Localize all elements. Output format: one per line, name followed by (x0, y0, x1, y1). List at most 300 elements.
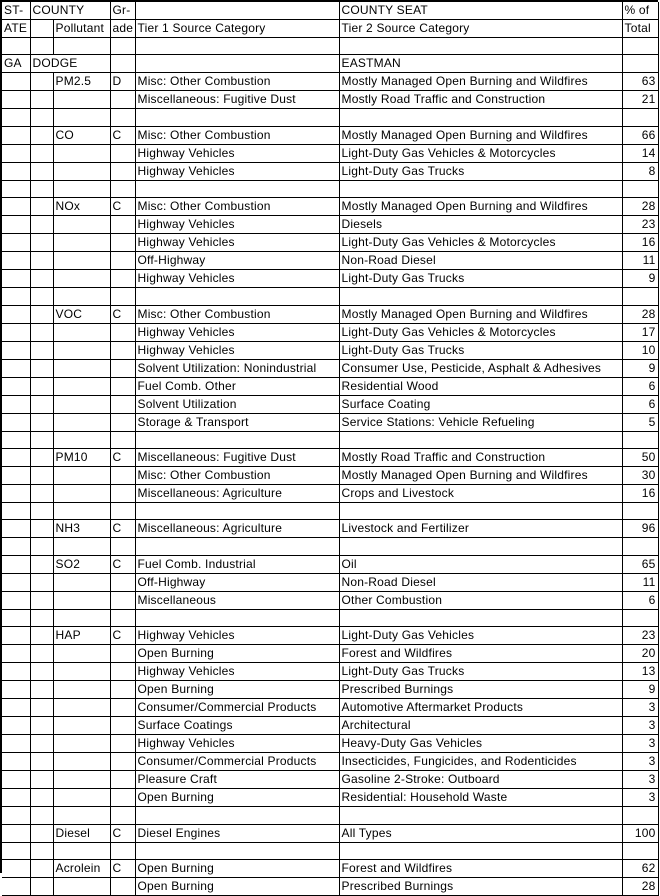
tier2-cell: Light-Duty Gas Vehicles & Motorcycles (339, 144, 622, 162)
empty-cell (30, 252, 53, 270)
grade-cell: C (110, 859, 135, 877)
empty-cell (110, 38, 135, 55)
empty-cell (53, 395, 110, 413)
tier2-cell: Prescribed Burnings (339, 877, 622, 895)
empty-cell (110, 538, 135, 555)
empty-cell (2, 735, 30, 753)
empty-cell (53, 663, 110, 681)
pct-cell: 28 (622, 877, 658, 895)
empty-cell (30, 359, 53, 377)
header-state-bottom: ATE (2, 20, 30, 38)
table-row (2, 466, 658, 484)
tier2-cell: Surface Coating (339, 395, 622, 413)
county-seat-cell: EASTMAN (339, 55, 622, 73)
grade-cell: D (110, 73, 135, 91)
tier1-cell: Miscellaneous: Fugitive Dust (135, 448, 339, 466)
empty-cell (53, 573, 110, 591)
pct-cell: 13 (622, 663, 658, 681)
empty-cell (2, 288, 30, 305)
pct-cell: 16 (622, 234, 658, 252)
empty-cell (30, 109, 53, 126)
tier2-cell: Mostly Road Traffic and Construction (339, 448, 622, 466)
empty-cell (53, 377, 110, 395)
tier2-cell: Mostly Managed Open Burning and Wildfires (339, 466, 622, 484)
tier1-cell: Highway Vehicles (135, 663, 339, 681)
table-row (2, 270, 658, 288)
empty-cell (2, 413, 30, 431)
empty-cell (30, 377, 53, 395)
empty-cell (135, 288, 339, 305)
table-row (2, 699, 658, 717)
empty-cell (30, 789, 53, 807)
empty-cell (110, 341, 135, 359)
empty-cell (2, 91, 30, 109)
grade-cell: C (110, 824, 135, 842)
tier1-cell: Misc: Other Combustion (135, 305, 339, 323)
empty-cell (110, 413, 135, 431)
tier1-cell: Solvent Utilization: Nonindustrial (135, 359, 339, 377)
empty-cell (622, 842, 658, 859)
empty-cell (110, 484, 135, 502)
empty-cell (53, 91, 110, 109)
empty-cell (53, 288, 110, 305)
empty-cell (2, 627, 30, 645)
empty-cell (30, 413, 53, 431)
tier1-cell: Highway Vehicles (135, 323, 339, 341)
empty-cell (110, 807, 135, 824)
empty-cell (339, 431, 622, 448)
empty-cell (135, 502, 339, 519)
empty-cell (30, 162, 53, 180)
spacer-row (2, 842, 658, 859)
empty-cell (110, 877, 135, 895)
empty-cell (2, 609, 30, 626)
empty-cell (110, 180, 135, 197)
header-row-2 (2, 20, 658, 38)
tier2-cell: Light-Duty Gas Vehicles & Motorcycles (339, 323, 622, 341)
spacer-row (2, 431, 658, 448)
tier1-cell: Consumer/Commercial Products (135, 699, 339, 717)
empty-cell (2, 807, 30, 824)
pct-cell: 23 (622, 627, 658, 645)
tier2-cell: Crops and Livestock (339, 484, 622, 502)
pct-cell: 30 (622, 466, 658, 484)
pct-cell: 20 (622, 645, 658, 663)
empty-cell (110, 735, 135, 753)
table-row (2, 771, 658, 789)
empty-cell (53, 771, 110, 789)
pollutant-cell: VOC (53, 305, 110, 323)
tier2-cell: Residential Wood (339, 377, 622, 395)
tier1-cell: Off-Highway (135, 252, 339, 270)
tier1-cell: Consumer/Commercial Products (135, 753, 339, 771)
tier2-cell: Residential: Household Waste (339, 789, 622, 807)
empty-cell (622, 38, 658, 55)
spacer-row (2, 109, 658, 126)
spacer-row (2, 180, 658, 197)
tier2-cell: Insecticides, Fungicides, and Rodenticides (339, 753, 622, 771)
tier2-cell: Livestock and Fertilizer (339, 520, 622, 538)
empty-cell (2, 520, 30, 538)
empty-cell (110, 359, 135, 377)
table-row (2, 252, 658, 270)
pollutant-cell: PM10 (53, 448, 110, 466)
county-cell: DODGE (30, 55, 110, 73)
tier2-cell: Heavy-Duty Gas Vehicles (339, 735, 622, 753)
grade-cell: C (110, 555, 135, 573)
empty-cell (622, 538, 658, 555)
empty-cell (110, 252, 135, 270)
pollutant-cell: PM2.5 (53, 73, 110, 91)
empty-cell (2, 824, 30, 842)
table-row (2, 413, 658, 431)
empty-cell (339, 842, 622, 859)
empty-cell (53, 699, 110, 717)
empty-cell (30, 555, 53, 573)
empty-cell (339, 180, 622, 197)
pct-cell: 6 (622, 591, 658, 609)
table-row (2, 663, 658, 681)
empty-cell (110, 234, 135, 252)
tier1-cell: Miscellaneous (135, 591, 339, 609)
tier1-cell: Off-Highway (135, 573, 339, 591)
empty-cell (30, 717, 53, 735)
empty-cell (2, 395, 30, 413)
tier2-cell: Non-Road Diesel (339, 252, 622, 270)
pct-cell: 66 (622, 126, 658, 144)
empty-cell (2, 753, 30, 771)
empty-cell (30, 431, 53, 448)
empty-cell (110, 681, 135, 699)
empty-cell (53, 466, 110, 484)
tier2-cell: Mostly Managed Open Burning and Wildfires (339, 126, 622, 144)
empty-cell (53, 413, 110, 431)
pollutant-cell: NOx (53, 198, 110, 216)
tier1-cell: Open Burning (135, 645, 339, 663)
empty-cell (622, 431, 658, 448)
grade-cell: C (110, 305, 135, 323)
empty-cell (30, 126, 53, 144)
empty-cell (30, 520, 53, 538)
empty-cell (135, 38, 339, 55)
table-row (2, 573, 658, 591)
pct-cell: 9 (622, 359, 658, 377)
empty-cell (2, 323, 30, 341)
empty-cell (339, 538, 622, 555)
header-tier1: Tier 1 Source Category (135, 20, 339, 38)
table-row (2, 717, 658, 735)
table-row (2, 359, 658, 377)
tier2-cell: Automotive Aftermarket Products (339, 699, 622, 717)
table-row (2, 520, 658, 538)
empty-cell (30, 807, 53, 824)
empty-cell (53, 502, 110, 519)
empty-cell (2, 789, 30, 807)
table-row (2, 216, 658, 234)
empty-cell (339, 609, 622, 626)
empty-cell (110, 395, 135, 413)
pct-cell: 6 (622, 395, 658, 413)
empty-cell (30, 753, 53, 771)
emissions-table (2, 2, 659, 896)
tier2-cell: Consumer Use, Pesticide, Asphalt & Adhesives (339, 359, 622, 377)
empty-cell (2, 555, 30, 573)
empty-cell (339, 38, 622, 55)
table-row (2, 162, 658, 180)
empty-cell (53, 877, 110, 895)
empty-cell (2, 180, 30, 197)
empty-cell (110, 144, 135, 162)
empty-cell (53, 162, 110, 180)
empty-cell (53, 645, 110, 663)
empty-cell (30, 609, 53, 626)
empty-cell (2, 859, 30, 877)
empty-cell (53, 216, 110, 234)
table-row (2, 144, 658, 162)
empty-cell (53, 735, 110, 753)
empty-cell (2, 699, 30, 717)
pct-cell: 9 (622, 681, 658, 699)
tier2-cell: Forest and Wildfires (339, 859, 622, 877)
empty-cell (53, 252, 110, 270)
empty-cell (110, 573, 135, 591)
location-row (2, 55, 658, 73)
empty-cell (53, 38, 110, 55)
spacer-row (2, 502, 658, 519)
table-row (2, 645, 658, 663)
empty-cell (53, 842, 110, 859)
table-row (2, 824, 658, 842)
pct-cell: 5 (622, 413, 658, 431)
empty-cell (110, 663, 135, 681)
tier2-cell: Light-Duty Gas Trucks (339, 162, 622, 180)
empty-cell (30, 38, 53, 55)
empty-cell (339, 288, 622, 305)
empty-cell (110, 216, 135, 234)
empty-cell (135, 109, 339, 126)
empty-cell (30, 198, 53, 216)
empty-cell (135, 431, 339, 448)
empty-cell (53, 753, 110, 771)
empty-cell (339, 109, 622, 126)
empty-cell (110, 377, 135, 395)
empty-cell (622, 180, 658, 197)
empty-cell (2, 877, 30, 895)
pct-cell: 3 (622, 699, 658, 717)
tier2-cell: Mostly Managed Open Burning and Wildfires (339, 305, 622, 323)
empty-cell (2, 198, 30, 216)
tier2-cell: Mostly Managed Open Burning and Wildfires (339, 73, 622, 91)
empty-cell (53, 609, 110, 626)
spacer-row (2, 609, 658, 626)
empty-cell (30, 216, 53, 234)
tier1-cell: Highway Vehicles (135, 234, 339, 252)
empty-cell (2, 681, 30, 699)
tier1-cell: Open Burning (135, 877, 339, 895)
pct-cell: 21 (622, 91, 658, 109)
empty-cell (30, 234, 53, 252)
empty-cell (2, 466, 30, 484)
empty-cell (53, 109, 110, 126)
empty-cell (30, 663, 53, 681)
empty-cell (622, 288, 658, 305)
tier2-cell: Other Combustion (339, 591, 622, 609)
empty-cell (2, 144, 30, 162)
tier1-cell: Miscellaneous: Agriculture (135, 484, 339, 502)
pct-cell: 23 (622, 216, 658, 234)
tier2-cell: Mostly Managed Open Burning and Wildfires (339, 198, 622, 216)
empty-cell (135, 538, 339, 555)
empty-cell (110, 645, 135, 663)
empty-cell (30, 502, 53, 519)
pct-cell: 3 (622, 735, 658, 753)
tier2-cell: All Types (339, 824, 622, 842)
header-grade-bottom: ade (110, 20, 135, 38)
grade-cell: C (110, 627, 135, 645)
empty-cell (2, 591, 30, 609)
empty-cell (2, 663, 30, 681)
tier1-cell: Miscellaneous: Fugitive Dust (135, 91, 339, 109)
table-row (2, 73, 658, 91)
tier1-cell: Misc: Other Combustion (135, 73, 339, 91)
pct-cell: 28 (622, 305, 658, 323)
empty-cell (110, 699, 135, 717)
empty-cell (30, 341, 53, 359)
grade-cell: C (110, 198, 135, 216)
tier1-cell: Highway Vehicles (135, 735, 339, 753)
tier1-cell: Fuel Comb. Other (135, 377, 339, 395)
tier1-cell: Misc: Other Combustion (135, 126, 339, 144)
header-county: COUNTY (30, 2, 110, 20)
header-county-seat: COUNTY SEAT (339, 2, 622, 20)
empty-cell (2, 252, 30, 270)
empty-cell (110, 502, 135, 519)
empty-cell (30, 591, 53, 609)
pollutant-cell: SO2 (53, 555, 110, 573)
table-row (2, 789, 658, 807)
empty-cell (30, 859, 53, 877)
pct-cell: 63 (622, 73, 658, 91)
tier2-cell: Forest and Wildfires (339, 645, 622, 663)
empty-cell (53, 538, 110, 555)
empty-cell (2, 842, 30, 859)
tier1-cell: Solvent Utilization (135, 395, 339, 413)
empty-cell (53, 591, 110, 609)
empty-cell (2, 538, 30, 555)
empty-cell (135, 807, 339, 824)
empty-cell (53, 359, 110, 377)
empty-cell (110, 591, 135, 609)
empty-cell (2, 126, 30, 144)
empty-cell (30, 681, 53, 699)
tier2-cell: Service Stations: Vehicle Refueling (339, 413, 622, 431)
header-state-top: ST- (2, 2, 30, 20)
state-cell: GA (2, 55, 30, 73)
empty-cell (30, 877, 53, 895)
empty-cell (30, 448, 53, 466)
table-row (2, 323, 658, 341)
empty-cell (2, 234, 30, 252)
tier2-cell: Light-Duty Gas Trucks (339, 663, 622, 681)
empty-cell (30, 270, 53, 288)
empty-cell (110, 55, 135, 73)
header-blank (30, 20, 53, 38)
empty-cell (2, 377, 30, 395)
table-row (2, 681, 658, 699)
empty-cell (2, 109, 30, 126)
pct-cell: 65 (622, 555, 658, 573)
pct-cell: 11 (622, 573, 658, 591)
empty-cell (339, 807, 622, 824)
empty-cell (110, 109, 135, 126)
header-tier2: Tier 2 Source Category (339, 20, 622, 38)
empty-cell (53, 180, 110, 197)
grade-cell: C (110, 520, 135, 538)
empty-cell (2, 216, 30, 234)
empty-cell (135, 180, 339, 197)
header-row-1 (2, 2, 658, 20)
empty-cell (30, 842, 53, 859)
empty-cell (53, 681, 110, 699)
grade-cell: C (110, 126, 135, 144)
empty-cell (2, 162, 30, 180)
header-blank (135, 2, 339, 20)
tier1-cell: Highway Vehicles (135, 216, 339, 234)
empty-cell (110, 288, 135, 305)
empty-cell (30, 538, 53, 555)
empty-cell (2, 38, 30, 55)
pct-cell: 96 (622, 520, 658, 538)
pct-cell: 3 (622, 717, 658, 735)
tier1-cell: Highway Vehicles (135, 341, 339, 359)
empty-cell (2, 448, 30, 466)
spacer-row (2, 288, 658, 305)
empty-cell (53, 270, 110, 288)
pollutant-cell: CO (53, 126, 110, 144)
empty-cell (110, 789, 135, 807)
tier2-cell: Light-Duty Gas Vehicles (339, 627, 622, 645)
empty-cell (2, 717, 30, 735)
empty-cell (53, 341, 110, 359)
tier1-cell: Diesel Engines (135, 824, 339, 842)
empty-cell (53, 717, 110, 735)
empty-cell (2, 359, 30, 377)
table-row (2, 234, 658, 252)
pct-cell: 50 (622, 448, 658, 466)
pct-cell: 16 (622, 484, 658, 502)
pct-cell: 10 (622, 341, 658, 359)
empty-cell (30, 73, 53, 91)
empty-cell (2, 573, 30, 591)
empty-cell (30, 573, 53, 591)
empty-cell (622, 502, 658, 519)
tier1-cell: Open Burning (135, 789, 339, 807)
empty-cell (30, 466, 53, 484)
empty-cell (2, 771, 30, 789)
tier1-cell: Highway Vehicles (135, 270, 339, 288)
empty-cell (30, 323, 53, 341)
table-row (2, 126, 658, 144)
empty-cell (30, 645, 53, 663)
pct-cell: 3 (622, 753, 658, 771)
tier1-cell: Highway Vehicles (135, 162, 339, 180)
table-row (2, 753, 658, 771)
empty-cell (30, 144, 53, 162)
tier2-cell: Prescribed Burnings (339, 681, 622, 699)
pct-cell: 100 (622, 824, 658, 842)
tier1-cell: Misc: Other Combustion (135, 466, 339, 484)
tier1-cell: Storage & Transport (135, 413, 339, 431)
